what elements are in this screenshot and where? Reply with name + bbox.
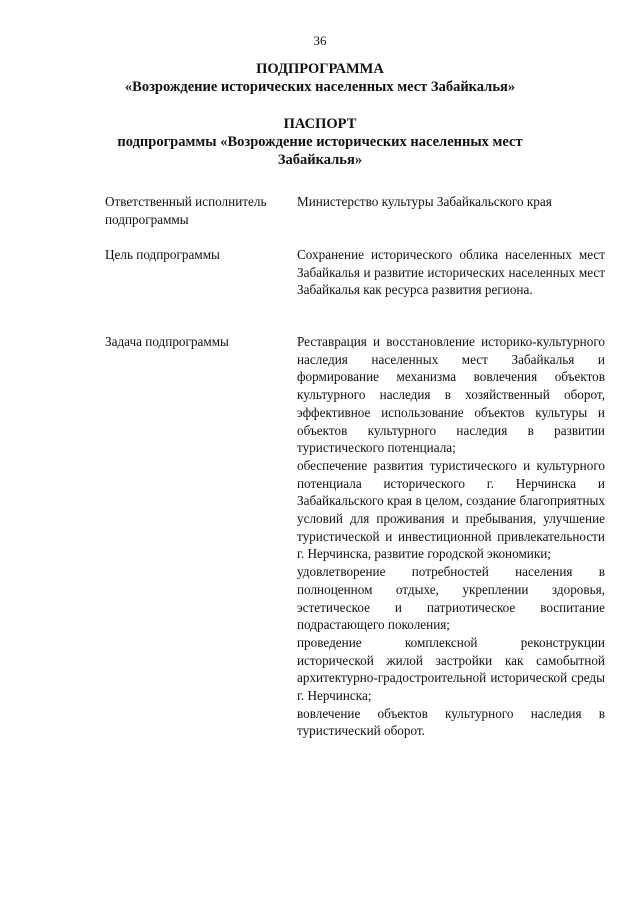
- task-item: удовлетворение потребностей населения в полноценном отдыхе, укреплении здоровья, эстетическое и патриотическое воспитание подрастающего поколения;: [297, 564, 605, 633]
- row-label: Цель подпрограммы: [105, 247, 220, 262]
- row-value: [297, 246, 605, 299]
- task-item: Реставрация и восстановление историко-культурного наследия населенных мест Забайкалья и формирование механизма вовлечения объектов культурного наследия в хозяйственный оборот, эффективное использование объектов культуры и объектов культурного наследия в развитии туристического потенциала;: [297, 334, 605, 456]
- row-label: Ответственный исполнитель подпрограммы: [105, 194, 267, 227]
- task-item: вовлечение объектов культурного наследия в туристический оборот.: [297, 705, 605, 739]
- program-title: ПОДПРОГРАММА: [256, 61, 384, 77]
- row-value: [297, 333, 605, 740]
- task-item: проведение комплексной реконструкции исторической жилой застройки как самобытной архитектурно-градостроительной исторической среды г. Нерчинска;: [297, 634, 605, 704]
- row-label: Задача подпрограммы: [105, 334, 229, 349]
- passport-subtitle: подпрограммы «Возрождение исторических населенных мест Забайкалья»: [117, 134, 523, 168]
- row-value: [297, 193, 605, 211]
- row-value-text: Министерство культуры Забайкальского края: [297, 194, 552, 209]
- passport-title: ПАСПОРТ: [283, 116, 357, 132]
- passport-heading: [0, 115, 640, 169]
- page-number: 36: [313, 33, 327, 48]
- program-heading: [0, 60, 640, 96]
- task-item: обеспечение развития туристического и культурного потенциала исторического г. Нерчинска и Забайкальского края в целом, создание благоприятных условий для проживания и пребывания, улучшение туристической и инвестиционной привлекательности г. Нерчинска, развитие городской экономики;: [297, 457, 605, 562]
- row-value-text: Сохранение исторического облика населенных мест Забайкалья и развитие исторических населенных мест Забайкалья как ресурса развития региона.: [297, 247, 605, 298]
- program-subtitle: «Возрождение исторических населенных мест Забайкалья»: [124, 79, 516, 95]
